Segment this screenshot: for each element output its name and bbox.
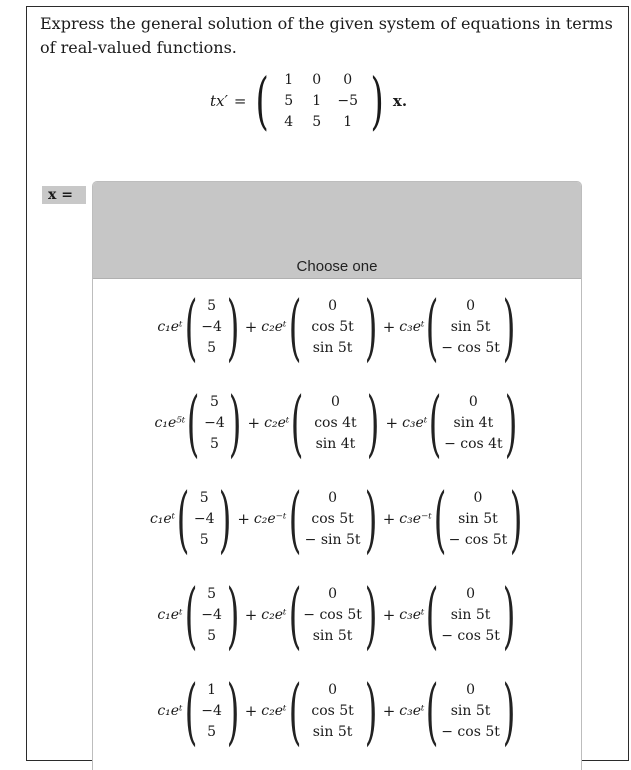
answer-dropdown[interactable] — [92, 181, 582, 770]
vector-2 — [305, 392, 365, 455]
vector-entry: − cos 4t — [444, 435, 503, 452]
right-paren: ) — [364, 477, 377, 561]
vector-entry: 5 — [207, 627, 217, 644]
plus-sign: + — [244, 606, 258, 624]
right-paren: ) — [226, 285, 239, 369]
vector-entry: 0 — [330, 393, 340, 410]
vector-entry: 5 — [199, 531, 209, 548]
vector-entry: cos 5t — [311, 702, 354, 719]
vector-entry: 5 — [207, 297, 217, 314]
term1-coefficient: c₁eᵗ — [149, 511, 176, 527]
vector-3 — [441, 296, 501, 359]
right-paren: ) — [502, 669, 515, 753]
right-paren: ) — [509, 477, 523, 561]
matrix-cell: 1 — [284, 71, 294, 88]
left-paren: ( — [288, 285, 301, 369]
left-paren: ( — [184, 285, 197, 369]
plus-sign: + — [382, 606, 396, 624]
matrix-cell: 4 — [284, 113, 294, 130]
term1-coefficient: c₁eᵗ — [157, 319, 183, 335]
vector-entry: −4 — [193, 510, 215, 527]
right-paren: ) — [226, 669, 239, 753]
vector-entry: 0 — [466, 585, 476, 602]
vector-entry: cos 5t — [311, 318, 354, 335]
vector-entry: sin 5t — [312, 339, 353, 356]
vector-1 — [199, 296, 225, 359]
matrix-right-paren: ) — [370, 64, 384, 137]
plus-sign: + — [382, 702, 396, 720]
coefficient-matrix — [275, 70, 365, 133]
plus-sign: + — [237, 510, 250, 528]
left-paren: ( — [176, 477, 190, 561]
vector-entry: 5 — [209, 435, 219, 452]
dropdown-option-1[interactable] — [93, 279, 581, 375]
vector-entry: 5 — [207, 585, 217, 602]
vector-entry: 0 — [466, 297, 476, 314]
system-equation — [210, 64, 408, 137]
vector-entry: sin 5t — [450, 318, 491, 335]
vector-entry: 0 — [328, 681, 338, 698]
left-paren: ( — [426, 573, 439, 657]
term3-coefficient: c₃eᵗ — [402, 415, 428, 431]
term3-coefficient: c₃eᵗ — [399, 319, 425, 335]
vector-entry: 5 — [207, 723, 217, 740]
term2-coefficient: c₂eᵗ — [261, 607, 287, 623]
dropdown-header[interactable] — [93, 182, 581, 279]
vector-3 — [441, 680, 501, 743]
left-paren: ( — [433, 477, 447, 561]
left-paren: ( — [184, 669, 197, 753]
vector-2 — [303, 488, 363, 551]
matrix-cell: −5 — [337, 92, 358, 109]
left-paren: ( — [288, 669, 301, 753]
vector-2 — [303, 296, 363, 359]
right-paren: ) — [502, 285, 515, 369]
plus-sign: + — [244, 702, 258, 720]
matrix-cell: 1 — [343, 113, 353, 130]
left-paren: ( — [187, 381, 200, 465]
left-paren: ( — [184, 573, 197, 657]
vector-entry: − cos 5t — [303, 606, 362, 623]
matrix-cell: 5 — [312, 113, 322, 130]
dropdown-option-5[interactable] — [93, 663, 581, 759]
vector-entry: cos 5t — [311, 510, 354, 527]
term2-coefficient: c₂eᵗ — [264, 415, 290, 431]
dropdown-option-3[interactable] — [93, 471, 581, 567]
right-paren: ) — [229, 381, 242, 465]
vector-2 — [303, 680, 363, 743]
plus-sign: + — [382, 318, 396, 336]
right-paren: ) — [502, 573, 515, 657]
right-paren: ) — [364, 285, 377, 369]
left-paren: ( — [288, 477, 301, 561]
question-prompt: Express the general solution of the given system of equations in terms of real-valued functions. — [40, 14, 613, 57]
vector-1 — [191, 488, 217, 551]
vector-entry: − cos 5t — [448, 531, 508, 548]
right-paren: ) — [505, 381, 518, 465]
matrix-cell: 1 — [312, 92, 322, 109]
vector-3 — [448, 488, 508, 551]
left-paren: ( — [426, 285, 439, 369]
vector-entry: sin 5t — [458, 510, 498, 527]
term2-coefficient: c₂eᵗ — [261, 319, 287, 335]
vector-entry: 0 — [468, 393, 478, 410]
dropdown-option-2[interactable] — [93, 375, 581, 471]
left-paren: ( — [291, 381, 304, 465]
right-paren: ) — [226, 573, 239, 657]
term3-coefficient: c₃eᵗ — [399, 607, 425, 623]
term1-coefficient: c₁e⁵ᵗ — [154, 415, 186, 431]
vector-entry: sin 4t — [315, 435, 356, 452]
plus-sign: + — [247, 414, 261, 432]
vector-entry: 0 — [328, 489, 338, 506]
vector-entry: −4 — [201, 702, 222, 719]
vector-2 — [303, 584, 363, 647]
answer-label: x = — [42, 186, 86, 204]
term1-coefficient: c₁eᵗ — [157, 607, 183, 623]
term1-coefficient: c₁eᵗ — [157, 703, 183, 719]
matrix-cell: 0 — [312, 71, 322, 88]
right-paren: ) — [367, 381, 380, 465]
vector-entry: −4 — [204, 414, 225, 431]
vector-entry: 1 — [207, 681, 217, 698]
vector-1 — [201, 392, 227, 455]
term3-coefficient: c₃eᵗ — [399, 703, 425, 719]
vector-1 — [199, 584, 225, 647]
vector-entry: − sin 5t — [304, 531, 361, 548]
vector-entry: − cos 5t — [441, 723, 500, 740]
matrix-left-paren: ( — [255, 64, 270, 137]
term2-coefficient: c₂eᵗ — [261, 703, 287, 719]
vector-entry: 0 — [328, 585, 338, 602]
equation-lhs: tx′ — [210, 92, 228, 110]
vector-entry: sin 5t — [312, 627, 353, 644]
plus-sign: + — [244, 318, 258, 336]
vector-entry: − cos 5t — [441, 339, 500, 356]
vector-entry: 5 — [209, 393, 219, 410]
equation-rhs-variable: x. — [392, 92, 408, 110]
left-paren: ( — [288, 573, 301, 657]
left-paren: ( — [426, 669, 439, 753]
vector-entry: sin 5t — [312, 723, 353, 740]
right-paren: ) — [218, 477, 232, 561]
vector-entry: sin 4t — [453, 414, 494, 431]
plus-sign: + — [385, 414, 399, 432]
vector-entry: sin 5t — [450, 606, 491, 623]
vector-1 — [199, 680, 225, 743]
vector-entry: 5 — [199, 489, 209, 506]
right-paren: ) — [364, 573, 377, 657]
dropdown-title: Choose one — [296, 258, 378, 275]
equation-equals: = — [233, 92, 247, 110]
left-paren: ( — [429, 381, 442, 465]
right-paren: ) — [364, 669, 377, 753]
vector-entry: cos 4t — [314, 414, 357, 431]
matrix-cell: 5 — [284, 92, 294, 109]
dropdown-option-4[interactable] — [93, 567, 581, 663]
plus-sign: + — [382, 510, 396, 528]
vector-entry: −4 — [201, 606, 222, 623]
vector-entry: 0 — [328, 297, 338, 314]
term2-coefficient: c₂e⁻ᵗ — [253, 511, 287, 527]
vector-entry: 5 — [207, 339, 217, 356]
vector-entry: sin 5t — [450, 702, 491, 719]
vector-3 — [441, 584, 501, 647]
vector-entry: − cos 5t — [441, 627, 500, 644]
vector-3 — [443, 392, 503, 455]
term3-coefficient: c₃e⁻ᵗ — [399, 511, 432, 527]
vector-entry: 0 — [466, 681, 476, 698]
vector-entry: −4 — [201, 318, 222, 335]
vector-entry: 0 — [473, 489, 483, 506]
matrix-cell: 0 — [343, 71, 353, 88]
